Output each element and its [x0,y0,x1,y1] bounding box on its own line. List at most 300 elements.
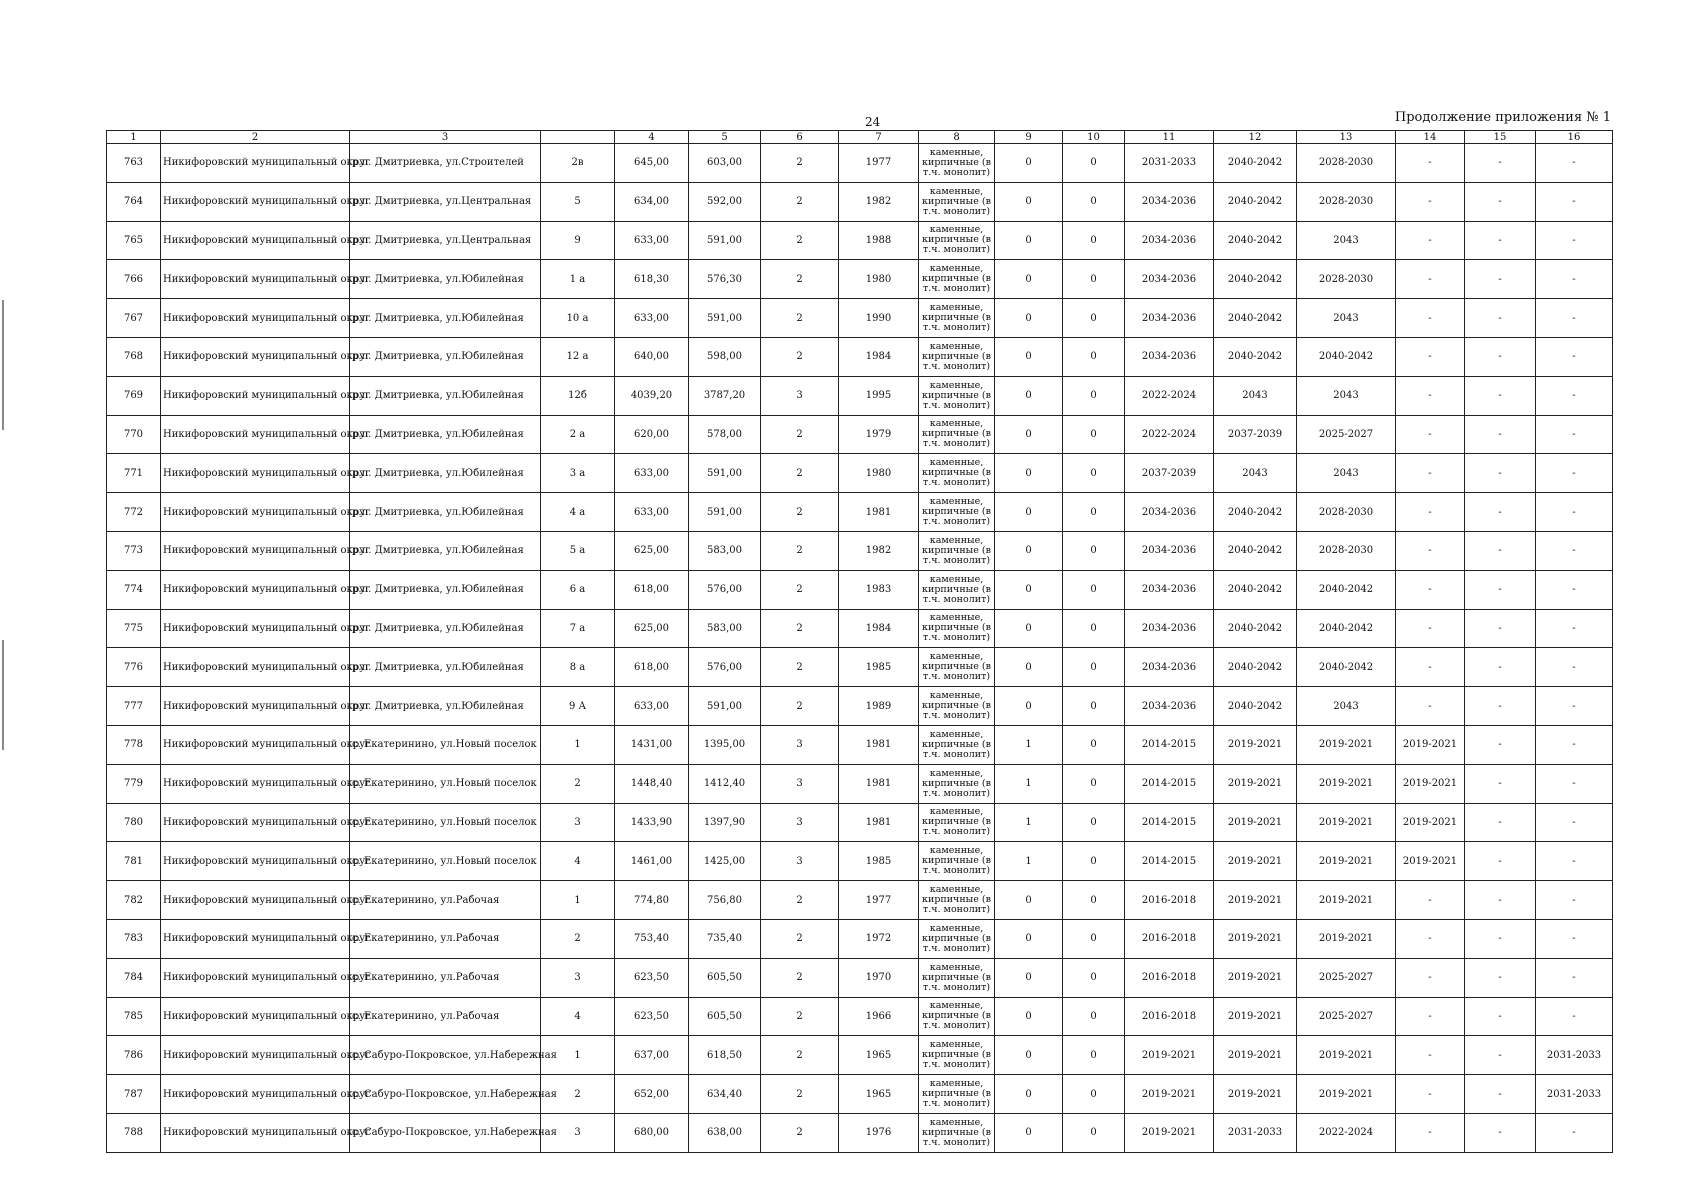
floors: 2 [761,531,839,570]
cell-10: 0 [1063,182,1125,221]
period-13: 2019-2021 [1297,919,1396,958]
table-row [107,221,1613,260]
year-built: 1990 [839,299,919,338]
period-11: 2019-2021 [1125,1075,1214,1114]
municipality: Никифоровский муниципальный округ [161,881,350,920]
wall-material: каменные, кирпичные (в т.ч. монолит) [919,725,995,764]
table-row [107,648,1613,687]
period-12: 2019-2021 [1214,1036,1297,1075]
period-14: - [1396,376,1465,415]
address: с. Сабуро-Покровское, ул.Набережная [350,1113,541,1152]
municipality: Никифоровский муниципальный округ [161,570,350,609]
address: р.п. Дмитриевка, ул.Юбилейная [350,531,541,570]
address: р.п. Дмитриевка, ул.Юбилейная [350,687,541,726]
period-15: - [1465,493,1536,532]
address: с. Екатеринино, ул.Новый поселок [350,725,541,764]
municipality: Никифоровский муниципальный округ [161,803,350,842]
period-12: 2040-2042 [1214,337,1297,376]
row-number: 769 [107,376,161,415]
year-built: 1976 [839,1113,919,1152]
column-number: 16 [1536,131,1613,144]
address: р.п. Дмитриевка, ул.Центральная [350,221,541,260]
year-built: 1985 [839,842,919,881]
period-13: 2028-2030 [1297,182,1396,221]
row-number: 778 [107,725,161,764]
period-16: - [1536,764,1613,803]
period-14: 2019-2021 [1396,725,1465,764]
cell-9: 0 [995,1113,1063,1152]
year-built: 1981 [839,803,919,842]
address: с. Екатеринино, ул.Новый поселок [350,842,541,881]
municipality: Никифоровский муниципальный округ [161,919,350,958]
house-number: 12 а [541,337,615,376]
period-15: - [1465,842,1536,881]
row-number: 773 [107,531,161,570]
floors: 3 [761,376,839,415]
cell-10: 0 [1063,299,1125,338]
row-number: 775 [107,609,161,648]
municipality: Никифоровский муниципальный округ [161,1113,350,1152]
period-11: 2014-2015 [1125,725,1214,764]
table-row [107,376,1613,415]
address: р.п. Дмитриевка, ул.Юбилейная [350,376,541,415]
table-row [107,1036,1613,1075]
cell-9: 0 [995,221,1063,260]
period-13: 2025-2027 [1297,958,1396,997]
wall-material: каменные, кирпичные (в т.ч. монолит) [919,1036,995,1075]
period-12: 2040-2042 [1214,221,1297,260]
house-number: 9 А [541,687,615,726]
house-number: 4 [541,842,615,881]
municipality: Никифоровский муниципальный округ [161,260,350,299]
column-number: 7 [839,131,919,144]
year-built: 1966 [839,997,919,1036]
total-area: 625,00 [615,609,689,648]
period-16: - [1536,182,1613,221]
period-12: 2019-2021 [1214,997,1297,1036]
cell-9: 0 [995,415,1063,454]
period-15: - [1465,299,1536,338]
cell-9: 0 [995,1075,1063,1114]
wall-material: каменные, кирпичные (в т.ч. монолит) [919,260,995,299]
period-13: 2043 [1297,299,1396,338]
living-area: 583,00 [689,531,761,570]
period-14: - [1396,260,1465,299]
year-built: 1970 [839,958,919,997]
column-number: 2 [161,131,350,144]
period-12: 2037-2039 [1214,415,1297,454]
period-12: 2043 [1214,376,1297,415]
wall-material: каменные, кирпичные (в т.ч. монолит) [919,531,995,570]
floors: 2 [761,997,839,1036]
address: р.п. Дмитриевка, ул.Юбилейная [350,337,541,376]
table-row [107,997,1613,1036]
period-15: - [1465,687,1536,726]
floors: 3 [761,803,839,842]
living-area: 3787,20 [689,376,761,415]
year-built: 1980 [839,260,919,299]
period-13: 2028-2030 [1297,144,1396,183]
period-11: 2034-2036 [1125,221,1214,260]
period-15: - [1465,570,1536,609]
period-11: 2016-2018 [1125,881,1214,920]
period-12: 2019-2021 [1214,764,1297,803]
living-area: 605,50 [689,958,761,997]
house-number: 2 [541,1075,615,1114]
cell-9: 0 [995,144,1063,183]
wall-material: каменные, кирпичные (в т.ч. монолит) [919,221,995,260]
wall-material: каменные, кирпичные (в т.ч. монолит) [919,415,995,454]
house-number: 5 [541,182,615,221]
period-11: 2016-2018 [1125,919,1214,958]
table-row [107,299,1613,338]
period-11: 2022-2024 [1125,376,1214,415]
period-13: 2043 [1297,221,1396,260]
period-15: - [1465,958,1536,997]
period-16: - [1536,221,1613,260]
row-number: 776 [107,648,161,687]
floors: 3 [761,764,839,803]
address: с. Екатеринино, ул.Рабочая [350,881,541,920]
total-area: 1431,00 [615,725,689,764]
row-number: 770 [107,415,161,454]
cell-10: 0 [1063,609,1125,648]
cell-10: 0 [1063,337,1125,376]
total-area: 1461,00 [615,842,689,881]
period-15: - [1465,803,1536,842]
table-row [107,570,1613,609]
living-area: 1395,00 [689,725,761,764]
floors: 2 [761,1036,839,1075]
municipality: Никифоровский муниципальный округ [161,1075,350,1114]
year-built: 1984 [839,337,919,376]
total-area: 633,00 [615,221,689,260]
house-number: 4 [541,997,615,1036]
cell-10: 0 [1063,919,1125,958]
house-number: 1 [541,725,615,764]
floors: 3 [761,842,839,881]
row-number: 779 [107,764,161,803]
period-12: 2040-2042 [1214,609,1297,648]
cell-10: 0 [1063,376,1125,415]
period-15: - [1465,144,1536,183]
year-built: 1980 [839,454,919,493]
period-13: 2040-2042 [1297,570,1396,609]
wall-material: каменные, кирпичные (в т.ч. монолит) [919,299,995,338]
table-row [107,687,1613,726]
year-built: 1982 [839,182,919,221]
period-16: - [1536,260,1613,299]
living-area: 1412,40 [689,764,761,803]
house-number: 9 [541,221,615,260]
living-area: 578,00 [689,415,761,454]
floors: 2 [761,687,839,726]
total-area: 618,30 [615,260,689,299]
period-15: - [1465,454,1536,493]
year-built: 1984 [839,609,919,648]
period-16: - [1536,842,1613,881]
address: р.п. Дмитриевка, ул.Юбилейная [350,648,541,687]
floors: 2 [761,221,839,260]
address: с. Екатеринино, ул.Рабочая [350,919,541,958]
period-15: - [1465,221,1536,260]
table-row [107,842,1613,881]
table-row [107,1075,1613,1114]
period-11: 2019-2021 [1125,1036,1214,1075]
municipality: Никифоровский муниципальный округ [161,997,350,1036]
table-row [107,609,1613,648]
table-row [107,182,1613,221]
total-area: 625,00 [615,531,689,570]
period-12: 2019-2021 [1214,1075,1297,1114]
cell-9: 0 [995,182,1063,221]
row-number: 786 [107,1036,161,1075]
period-13: 2028-2030 [1297,260,1396,299]
period-11: 2022-2024 [1125,415,1214,454]
period-12: 2019-2021 [1214,803,1297,842]
period-15: - [1465,997,1536,1036]
total-area: 640,00 [615,337,689,376]
period-12: 2019-2021 [1214,881,1297,920]
period-15: - [1465,415,1536,454]
house-number: 6 а [541,570,615,609]
wall-material: каменные, кирпичные (в т.ч. монолит) [919,842,995,881]
table-row [107,1113,1613,1152]
period-11: 2016-2018 [1125,958,1214,997]
period-15: - [1465,1075,1536,1114]
year-built: 1981 [839,493,919,532]
house-number: 2 [541,919,615,958]
house-number: 1 [541,881,615,920]
house-number: 5 а [541,531,615,570]
period-14: - [1396,221,1465,260]
living-area: 576,30 [689,260,761,299]
total-area: 623,50 [615,958,689,997]
period-11: 2031-2033 [1125,144,1214,183]
cell-9: 0 [995,997,1063,1036]
period-16: - [1536,919,1613,958]
total-area: 652,00 [615,1075,689,1114]
house-number: 3 а [541,454,615,493]
period-14: - [1396,299,1465,338]
cell-9: 0 [995,919,1063,958]
period-14: 2019-2021 [1396,842,1465,881]
left-margin-mark-lower [2,640,4,750]
period-14: - [1396,648,1465,687]
municipality: Никифоровский муниципальный округ [161,687,350,726]
floors: 2 [761,1075,839,1114]
cell-9: 1 [995,764,1063,803]
row-number: 787 [107,1075,161,1114]
living-area: 735,40 [689,919,761,958]
period-13: 2040-2042 [1297,609,1396,648]
house-number: 3 [541,1113,615,1152]
cell-10: 0 [1063,958,1125,997]
period-13: 2043 [1297,454,1396,493]
column-number: 1 [107,131,161,144]
period-12: 2043 [1214,454,1297,493]
period-13: 2025-2027 [1297,997,1396,1036]
column-number [541,131,615,144]
cell-10: 0 [1063,997,1125,1036]
period-11: 2016-2018 [1125,997,1214,1036]
period-11: 2034-2036 [1125,337,1214,376]
municipality: Никифоровский муниципальный округ [161,376,350,415]
row-number: 784 [107,958,161,997]
cell-9: 0 [995,531,1063,570]
period-15: - [1465,1036,1536,1075]
period-14: - [1396,609,1465,648]
period-14: - [1396,182,1465,221]
period-15: - [1465,725,1536,764]
period-14: - [1396,337,1465,376]
cell-10: 0 [1063,1036,1125,1075]
period-15: - [1465,764,1536,803]
column-number: 6 [761,131,839,144]
cell-10: 0 [1063,881,1125,920]
living-area: 1425,00 [689,842,761,881]
period-15: - [1465,648,1536,687]
cell-9: 0 [995,609,1063,648]
address: р.п. Дмитриевка, ул.Юбилейная [350,299,541,338]
cell-9: 0 [995,260,1063,299]
column-number: 10 [1063,131,1125,144]
period-15: - [1465,260,1536,299]
year-built: 1981 [839,725,919,764]
period-14: - [1396,1036,1465,1075]
period-12: 2040-2042 [1214,182,1297,221]
row-number: 764 [107,182,161,221]
total-area: 753,40 [615,919,689,958]
period-13: 2019-2021 [1297,881,1396,920]
period-14: - [1396,570,1465,609]
period-15: - [1465,531,1536,570]
row-number: 782 [107,881,161,920]
house-number: 1 [541,1036,615,1075]
column-number: 12 [1214,131,1297,144]
period-12: 2040-2042 [1214,648,1297,687]
cell-9: 0 [995,648,1063,687]
house-number: 7 а [541,609,615,648]
column-number: 3 [350,131,541,144]
year-built: 1982 [839,531,919,570]
floors: 2 [761,182,839,221]
address: р.п. Дмитриевка, ул.Юбилейная [350,609,541,648]
period-15: - [1465,376,1536,415]
period-14: - [1396,958,1465,997]
table-row [107,337,1613,376]
floors: 2 [761,958,839,997]
period-11: 2014-2015 [1125,803,1214,842]
living-area: 591,00 [689,221,761,260]
floors: 2 [761,1113,839,1152]
cell-10: 0 [1063,415,1125,454]
period-16: - [1536,997,1613,1036]
cell-10: 0 [1063,221,1125,260]
period-13: 2019-2021 [1297,725,1396,764]
period-13: 2043 [1297,687,1396,726]
cell-9: 0 [995,299,1063,338]
cell-10: 0 [1063,493,1125,532]
row-number: 765 [107,221,161,260]
page-number: 24 [865,115,881,129]
cell-10: 0 [1063,531,1125,570]
period-16: - [1536,299,1613,338]
cell-10: 0 [1063,570,1125,609]
year-built: 1983 [839,570,919,609]
table-row [107,725,1613,764]
total-area: 680,00 [615,1113,689,1152]
wall-material: каменные, кирпичные (в т.ч. монолит) [919,376,995,415]
table-row [107,919,1613,958]
wall-material: каменные, кирпичные (в т.ч. монолит) [919,803,995,842]
wall-material: каменные, кирпичные (в т.ч. монолит) [919,454,995,493]
living-area: 591,00 [689,299,761,338]
housing-registry-table [106,130,1613,1153]
row-number: 763 [107,144,161,183]
wall-material: каменные, кирпичные (в т.ч. монолит) [919,881,995,920]
row-number: 781 [107,842,161,881]
column-number: 13 [1297,131,1396,144]
period-16: - [1536,493,1613,532]
row-number: 772 [107,493,161,532]
period-14: - [1396,415,1465,454]
period-16: - [1536,570,1613,609]
total-area: 637,00 [615,1036,689,1075]
floors: 2 [761,570,839,609]
period-11: 2034-2036 [1125,570,1214,609]
period-13: 2028-2030 [1297,493,1396,532]
period-16: - [1536,415,1613,454]
total-area: 645,00 [615,144,689,183]
address: с. Сабуро-Покровское, ул.Набережная [350,1036,541,1075]
living-area: 634,40 [689,1075,761,1114]
period-12: 2019-2021 [1214,958,1297,997]
period-11: 2034-2036 [1125,609,1214,648]
total-area: 633,00 [615,299,689,338]
period-11: 2034-2036 [1125,299,1214,338]
period-13: 2028-2030 [1297,531,1396,570]
address: с. Сабуро-Покровское, ул.Набережная [350,1075,541,1114]
living-area: 756,80 [689,881,761,920]
row-number: 768 [107,337,161,376]
house-number: 3 [541,803,615,842]
total-area: 1433,90 [615,803,689,842]
column-number: 11 [1125,131,1214,144]
period-11: 2034-2036 [1125,182,1214,221]
period-12: 2040-2042 [1214,144,1297,183]
period-13: 2043 [1297,376,1396,415]
column-number: 8 [919,131,995,144]
floors: 2 [761,299,839,338]
period-16: - [1536,687,1613,726]
living-area: 591,00 [689,493,761,532]
municipality: Никифоровский муниципальный округ [161,182,350,221]
municipality: Никифоровский муниципальный округ [161,609,350,648]
floors: 2 [761,415,839,454]
total-area: 633,00 [615,454,689,493]
address: с. Екатеринино, ул.Рабочая [350,958,541,997]
cell-9: 0 [995,570,1063,609]
period-16: 2031-2033 [1536,1036,1613,1075]
year-built: 1988 [839,221,919,260]
floors: 2 [761,454,839,493]
period-12: 2031-2033 [1214,1113,1297,1152]
row-number: 766 [107,260,161,299]
cell-10: 0 [1063,144,1125,183]
period-14: - [1396,531,1465,570]
table-row [107,803,1613,842]
